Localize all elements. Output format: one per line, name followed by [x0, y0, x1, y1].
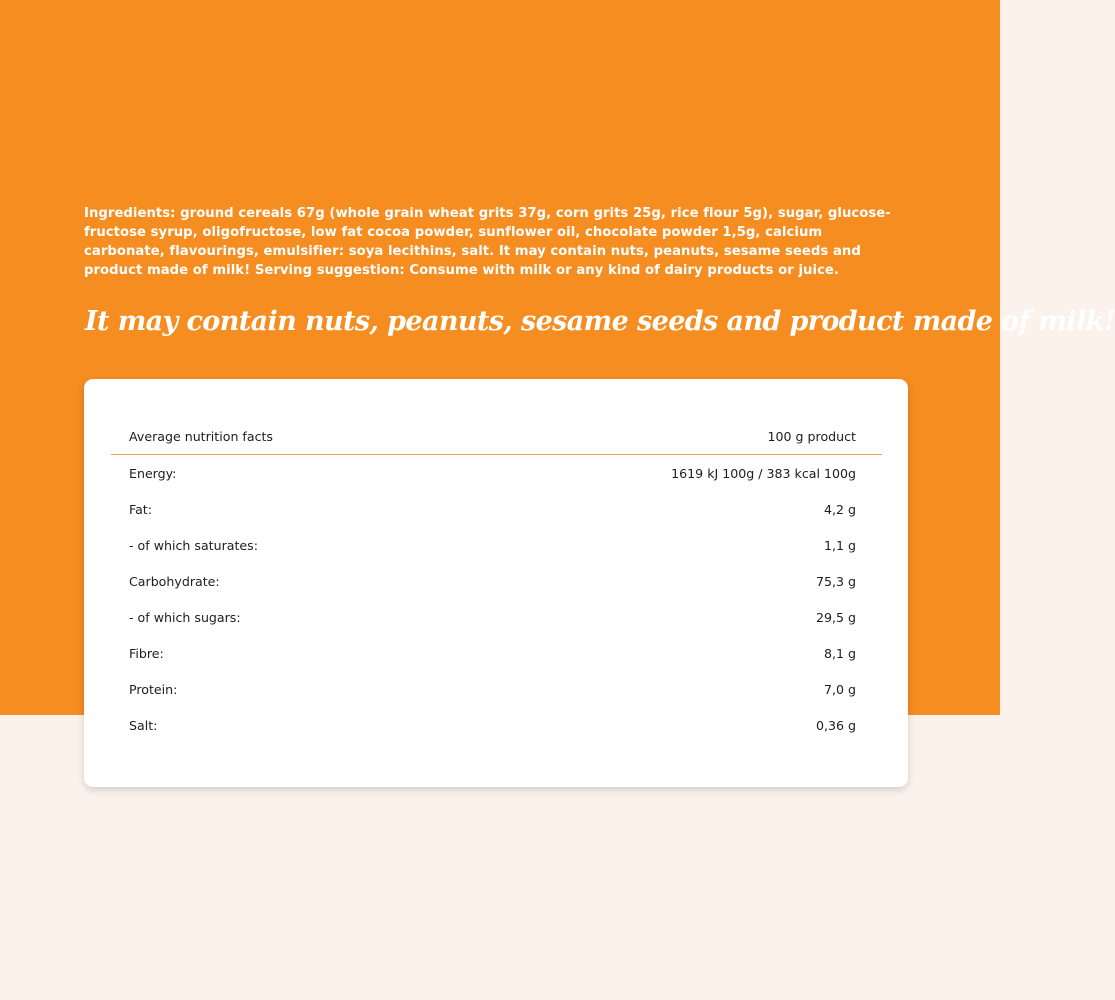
nutrition-label: Energy: [129, 465, 177, 481]
nutrition-table-header [111, 419, 882, 455]
nutrition-label: - of which saturates: [129, 537, 258, 553]
nutrition-value: 1619 kJ 100g / 383 kcal 100g [671, 465, 856, 481]
nutrition-label: Salt: [129, 717, 158, 733]
ingredients-label: Ingredients: [84, 206, 176, 221]
nutrition-row-energy [111, 455, 882, 491]
serving-suggestion-text: Consume with milk or any kind of dairy products or juice. [404, 263, 839, 278]
nutrition-value: 0,36 g [815, 717, 856, 733]
nutrition-card [84, 379, 908, 787]
nutrition-row-fat [111, 491, 882, 527]
ingredients-paragraph [84, 204, 904, 280]
allergen-wheat: wheat [428, 206, 475, 221]
nutrition-value: 7,0 g [823, 681, 856, 697]
allergen-tagline: It may contain nuts, peanuts, sesame seeds and product made of milk! [85, 306, 1115, 337]
nutrition-value: 1,1 g [823, 537, 856, 553]
nutrition-row-carbohydrate [111, 563, 882, 599]
nutrition-value: 8,1 g [823, 645, 856, 661]
nutrition-value: 75,3 g [815, 573, 856, 589]
ingredients-text-part-1: ground cereals 67g (whole grain [175, 206, 429, 221]
nutrition-row-sugars [111, 599, 882, 635]
ingredients-text-part-2: grits 37g, corn grits 25g, rice flour 5g), sugar, glucose-fructose syrup, oligofructose, low fat cocoa powder, sunflower oil, chocolate powder 1,5g, calcium carbonate, flavourings, emulsifier: [84, 206, 891, 259]
ingredients-text-part-3: lecithins, salt. It may contain nuts, peanuts, sesame seeds and product made of milk! [84, 244, 861, 278]
header-label: Average nutrition facts [129, 429, 273, 444]
nutrition-row-fibre [111, 635, 882, 671]
nutrition-label: - of which sugars: [129, 609, 241, 625]
header-value: 100 g product [767, 429, 856, 444]
serving-suggestion-label: Serving suggestion: [254, 263, 405, 278]
nutrition-label: Carbohydrate: [129, 573, 220, 589]
nutrition-table [111, 419, 882, 743]
nutrition-row-protein [111, 671, 882, 707]
nutrition-label: Fibre: [129, 645, 164, 661]
nutrition-value: 29,5 g [815, 609, 856, 625]
allergen-soya: soya [348, 244, 384, 259]
nutrition-row-salt [111, 707, 882, 743]
nutrition-row-saturates [111, 527, 882, 563]
nutrition-value: 4,2 g [823, 501, 856, 517]
nutrition-label: Protein: [129, 681, 178, 697]
nutrition-label: Fat: [129, 501, 152, 517]
